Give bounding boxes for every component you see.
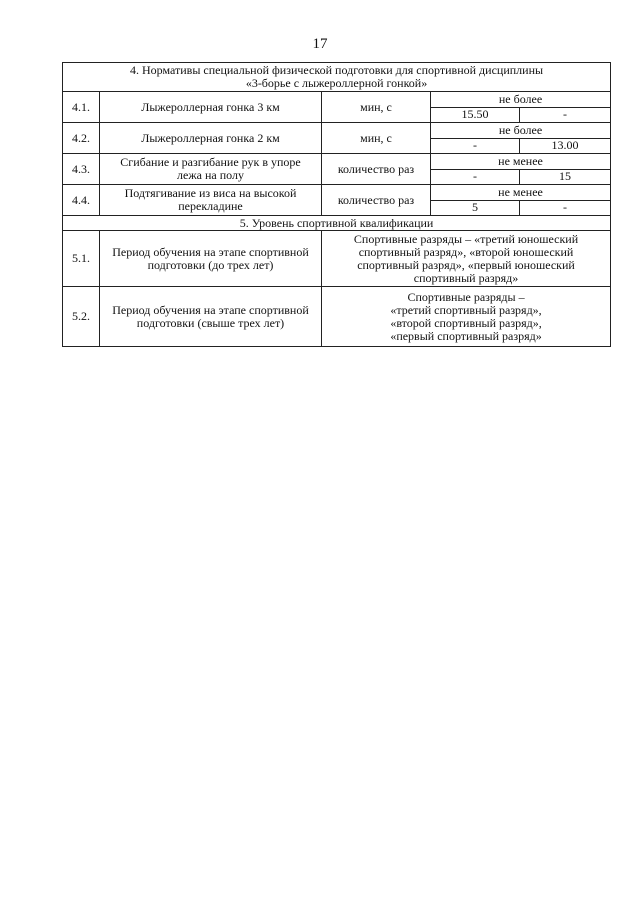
unit-cell: количество раз: [322, 154, 431, 185]
period-line1: Период обучения на этапе спортивной: [112, 244, 309, 259]
table-row: [63, 154, 611, 170]
sport-ranks: [322, 231, 611, 287]
value-cell-b: 13.00: [520, 138, 611, 154]
section4-title-line1: 4. Нормативы специальной физической подготовки для спортивной дисциплины: [129, 63, 544, 77]
row-number: 4.3.: [63, 154, 100, 185]
value-cell-b: -: [520, 200, 611, 216]
exercise-name: [100, 92, 322, 123]
ranks-line3: «второй спортивный разряд»,: [390, 315, 542, 330]
page-number: 17: [312, 36, 328, 52]
standards-table: [62, 62, 611, 347]
row-number: 4.1.: [63, 92, 100, 123]
condition-cell: не более: [431, 123, 611, 139]
exercise-name-line1: Сгибание и разгибание рук в упоре: [120, 155, 301, 169]
condition-cell: не более: [431, 92, 611, 108]
row-number: 4.4.: [63, 185, 100, 216]
ranks-line4: спортивный разряд»: [413, 270, 519, 285]
exercise-name-line1: Лыжероллерная гонка 2 км: [141, 130, 280, 145]
value-cell-a: -: [431, 138, 520, 154]
exercise-name-line1: Лыжероллерная гонка 3 км: [141, 99, 280, 114]
period-line2: подготовки (до трех лет): [147, 257, 274, 272]
ranks-line4: «первый спортивный разряд»: [390, 328, 542, 343]
ranks-line1: Спортивные разряды –: [407, 289, 525, 304]
unit-cell: мин, с: [322, 92, 431, 123]
row-number: 5.2.: [63, 287, 100, 347]
value-cell-a: -: [431, 169, 520, 185]
section5-header-row: [63, 216, 611, 231]
unit-cell: мин, с: [322, 123, 431, 154]
condition-cell: не менее: [431, 154, 611, 170]
row-number: 5.1.: [63, 231, 100, 287]
sport-ranks: [322, 287, 611, 347]
table-row: [63, 185, 611, 201]
value-cell-a: 5: [431, 200, 520, 216]
exercise-name: [100, 185, 322, 216]
exercise-name-line2: лежа на полу: [177, 168, 244, 182]
table-row: [63, 231, 611, 287]
period-description: [100, 231, 322, 287]
exercise-name: [100, 154, 322, 185]
period-line1: Период обучения на этапе спортивной: [112, 302, 309, 317]
ranks-line2: «третий спортивный разряд»,: [390, 302, 542, 317]
section5-title: 5. Уровень спортивной квалификации: [63, 216, 611, 231]
value-cell-a: 15.50: [431, 107, 520, 123]
row-number: 4.2.: [63, 123, 100, 154]
table-row: [63, 92, 611, 108]
exercise-name: [100, 123, 322, 154]
ranks-line1: Спортивные разряды – «третий юношеский: [353, 231, 579, 246]
value-cell-b: -: [520, 107, 611, 123]
table-row: [63, 123, 611, 139]
period-description: [100, 287, 322, 347]
value-cell-b: 15: [520, 169, 611, 185]
ranks-line3: спортивный разряд», «первый юношеский: [357, 257, 575, 272]
ranks-line2: спортивный разряд», «второй юношеский: [358, 244, 574, 259]
section4-title: [63, 63, 611, 92]
section4-header-row: [63, 63, 611, 92]
period-line2: подготовки (свыше трех лет): [136, 315, 285, 330]
condition-cell: не менее: [431, 185, 611, 201]
exercise-name-line1: Подтягивание из виса на высокой: [124, 186, 297, 200]
section4-title-line2: «3-борье с лыжероллерной гонкой»: [245, 76, 428, 90]
unit-cell: количество раз: [322, 185, 431, 216]
exercise-name-line2: перекладине: [178, 199, 243, 213]
table-row: [63, 287, 611, 347]
